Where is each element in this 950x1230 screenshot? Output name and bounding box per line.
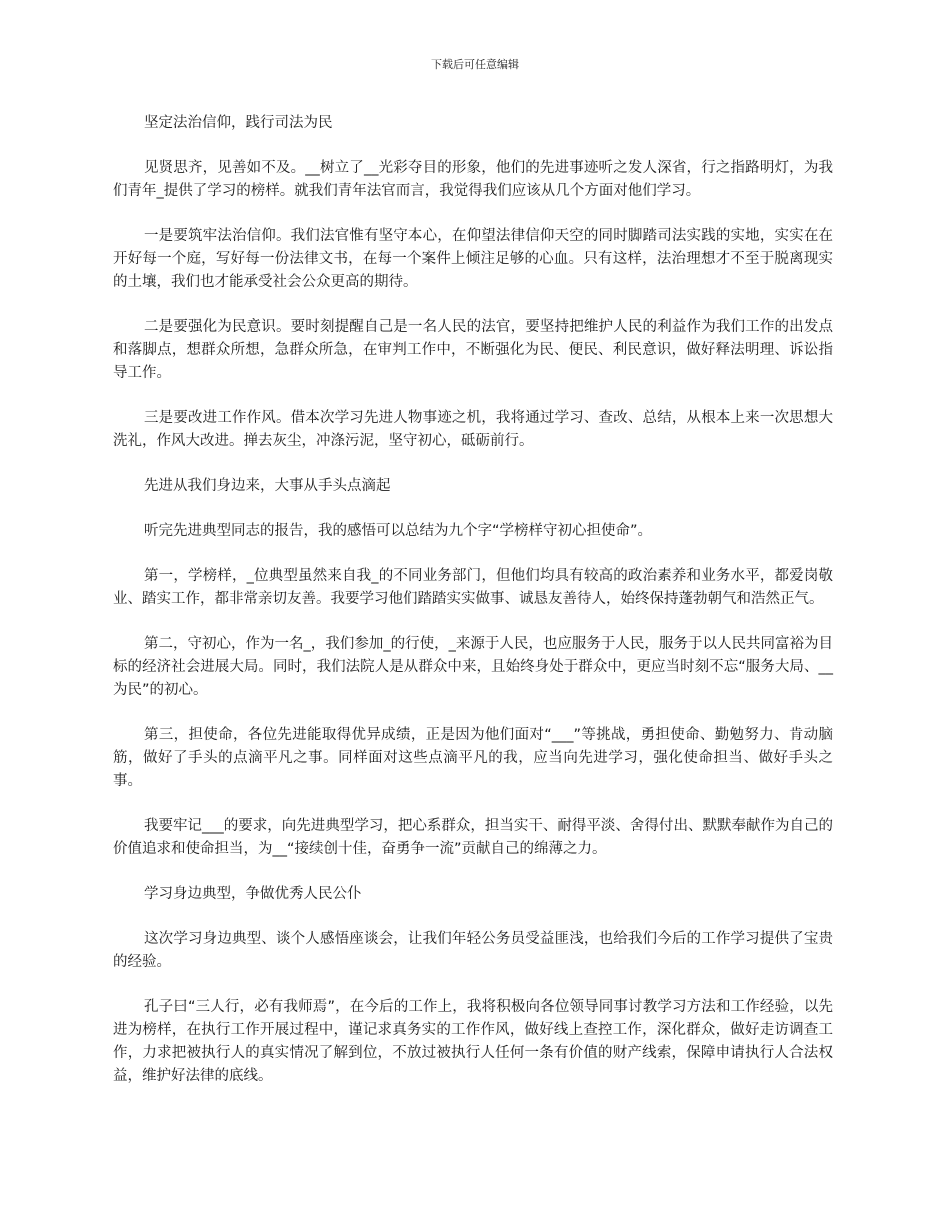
paragraph: 一是要筑牢法治信仰。我们法官惟有坚守本心，在仰望法律信仰天空的同时脚踏司法实践的实地，实实在在开好每一个庭，写好每一份法律文书，在每一个案件上倾注足够的心血。只有这样，法治理想才不至于脱离现实的土壤，我们也才能承受社会公众更高的期待。 — [113, 228, 833, 290]
paragraph: 三是要改进工作作风。借本次学习先进人物事迹之机，我将通过学习、查改、总结，从根本上来一次思想大洗礼，作风大改进。掸去灰尘，冲涤污泥，坚守初心，砥砺前行。 — [113, 410, 833, 449]
paragraph: 见贤思齐，见善如不及。__树立了__光彩夺目的形象，他们的先进事迹听之发人深省，行之指路明灯，为我们青年_提供了学习的榜样。就我们青年法官而言，我觉得我们应该从几个方面对他们学习。 — [113, 160, 833, 199]
section-heading: 先进从我们身边来，大事从手头点滴起 — [144, 478, 391, 494]
paragraph: 二是要强化为民意识。要时刻提醒自己是一名人民的法官，要坚持把维护人民的利益作为我们工作的出发点和落脚点，想群众所想，急群众所急，在审判工作中，不断强化为民、便民、利民意识，做好释法明理、诉讼指导工作。 — [113, 319, 833, 381]
paragraph: 第二，守初心，作为一名_，我们参加_的行使，_来源于人民，也应服务于人民，服务于以人民共同富裕为目标的经济社会进展大局。同时，我们法院人是从群众中来，且始终身处于群众中，更应当时刻不忘“服务大局、__为民”的初心。 — [113, 636, 833, 698]
page-header: 下载后可任意编辑 — [431, 58, 519, 71]
paragraph: 第三，担使命，各位先进能取得优异成绩，正是因为他们面对“___”等挑战，勇担使命、勤勉努力、肯动脑筋，做好了手头的点滴平凡之事。同样面对这些点滴平凡的我，应当向先进学习，强化使命担当、做好手头之事。 — [113, 727, 833, 789]
paragraph: 听完先进典型同志的报告，我的感悟可以总结为九个字“学榜样守初心担使命”。 — [144, 523, 653, 539]
paragraph: 我要牢记___的要求，向先进典型学习，把心系群众，担当实干、耐得平淡、舍得付出、默默奉献作为自己的价值追求和使命担当，为__“接续创十佳，奋勇争一流”贡献自己的绵薄之力。 — [113, 818, 833, 857]
paragraph: 孔子曰“三人行，必有我师焉”，在今后的工作上，我将积极向各位领导同事讨教学习方法和工作经验，以先进为榜样，在执行工作开展过程中，谨记求真务实的工作作风，做好线上查控工作，深化群众，做好走访调查工作，力求把被执行人的真实情况了解到位，不放过被执行人任何一条有价值的财产线索，保障申请执行人合法权益，维护好法律的底线。 — [113, 999, 833, 1084]
section-heading: 学习身边典型，争做优秀人民公仆 — [144, 886, 362, 902]
paragraph: 第一，学榜样，_位典型虽然来自我_的不同业务部门，但他们均具有较高的政治素养和业务水平，都爱岗敬业、踏实工作，都非常亲切友善。我要学习他们踏踏实实做事、诚恳友善待人，始终保持蓬勃朝气和浩然正气。 — [113, 568, 833, 607]
section-heading: 坚定法治信仰，践行司法为民 — [144, 115, 333, 131]
paragraph: 这次学习身边典型、谈个人感悟座谈会，让我们年轻公务员受益匪浅，也给我们今后的工作学习提供了宝贵的经验。 — [113, 931, 833, 970]
document-body — [113, 112, 833, 1110]
